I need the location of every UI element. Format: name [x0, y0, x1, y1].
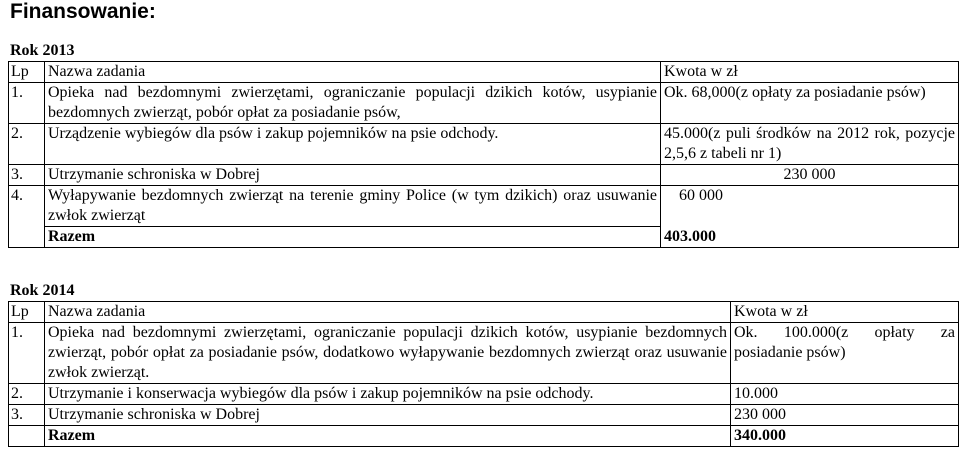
row-lp: 1. — [9, 83, 45, 124]
header-lp: Lp — [9, 62, 45, 83]
total-amount: 340.000 — [731, 426, 959, 447]
row-amount: 10.000 — [731, 384, 959, 405]
page-title: Finansowanie: — [10, 0, 156, 23]
total-label: Razem — [45, 227, 661, 248]
table-row — [9, 384, 959, 405]
row-amount: 60 000 — [661, 186, 959, 227]
row-name: Utrzymanie schroniska w Dobrej — [45, 405, 731, 426]
row-name: Urządzenie wybiegów dla psów i zakup pojemników na psie odchody. — [45, 124, 661, 165]
header-amount: Kwota w zł — [731, 302, 959, 323]
row-name: Opieka nad bezdomnymi zwierzętami, ograniczanie populacji dzikich kotów, usypianie bezdomnych zwierząt, pobór opłat za posiadanie psów, dodatkowo wyłapywanie bezdomnych zwierząt oraz usuwanie zwłok zwierząt. — [45, 323, 731, 384]
table-row — [9, 186, 959, 227]
row-lp: 2. — [9, 384, 45, 405]
row-name: Opieka nad bezdomnymi zwierzętami, ograniczanie populacji dzikich kotów, usypianie bezdomnych zwierząt, pobór opłat za posiadanie psów, — [45, 83, 661, 124]
row-amount: Ok. 100.000(z opłaty za posiadanie psów) — [731, 323, 959, 384]
header-name: Nazwa zadania — [45, 62, 661, 83]
table-2014 — [8, 301, 959, 447]
header-amount: Kwota w zł — [661, 62, 959, 83]
row-amount: 45.000(z puli środków na 2012 rok, pozycje 2,5,6 z tabeli nr 1) — [661, 124, 959, 165]
row-amount: Ok. 68,000(z opłaty za posiadanie psów) — [661, 83, 959, 124]
table-header-row — [9, 62, 959, 83]
total-label: Razem — [45, 426, 731, 447]
section-year-2014: Rok 2014 — [10, 282, 75, 299]
row-lp: 3. — [9, 405, 45, 426]
table-row — [9, 405, 959, 426]
table-header-row — [9, 302, 959, 323]
header-name: Nazwa zadania — [45, 302, 731, 323]
row-name: Utrzymanie schroniska w Dobrej — [45, 165, 661, 186]
row-lp: 4. — [9, 186, 45, 227]
row-amount: 230 000 — [731, 405, 959, 426]
table-row — [9, 165, 959, 186]
row-lp: 2. — [9, 124, 45, 165]
section-year-2013: Rok 2013 — [10, 42, 75, 59]
row-name: Wyłapywanie bezdomnych zwierząt na terenie gminy Police (w tym dzikich) oraz usuwanie zwłok zwierząt — [45, 186, 661, 227]
table-row — [9, 83, 959, 124]
header-lp: Lp — [9, 302, 45, 323]
total-row — [9, 426, 959, 447]
table-row — [9, 323, 959, 384]
table-2013 — [8, 61, 959, 248]
table-row — [9, 124, 959, 165]
total-row — [9, 227, 959, 248]
row-amount: 230 000 — [661, 165, 959, 186]
row-lp: 1. — [9, 323, 45, 384]
total-amount: 403.000 — [661, 227, 959, 248]
row-name: Utrzymanie i konserwacja wybiegów dla psów i zakup pojemników na psie odchody. — [45, 384, 731, 405]
row-lp: 3. — [9, 165, 45, 186]
